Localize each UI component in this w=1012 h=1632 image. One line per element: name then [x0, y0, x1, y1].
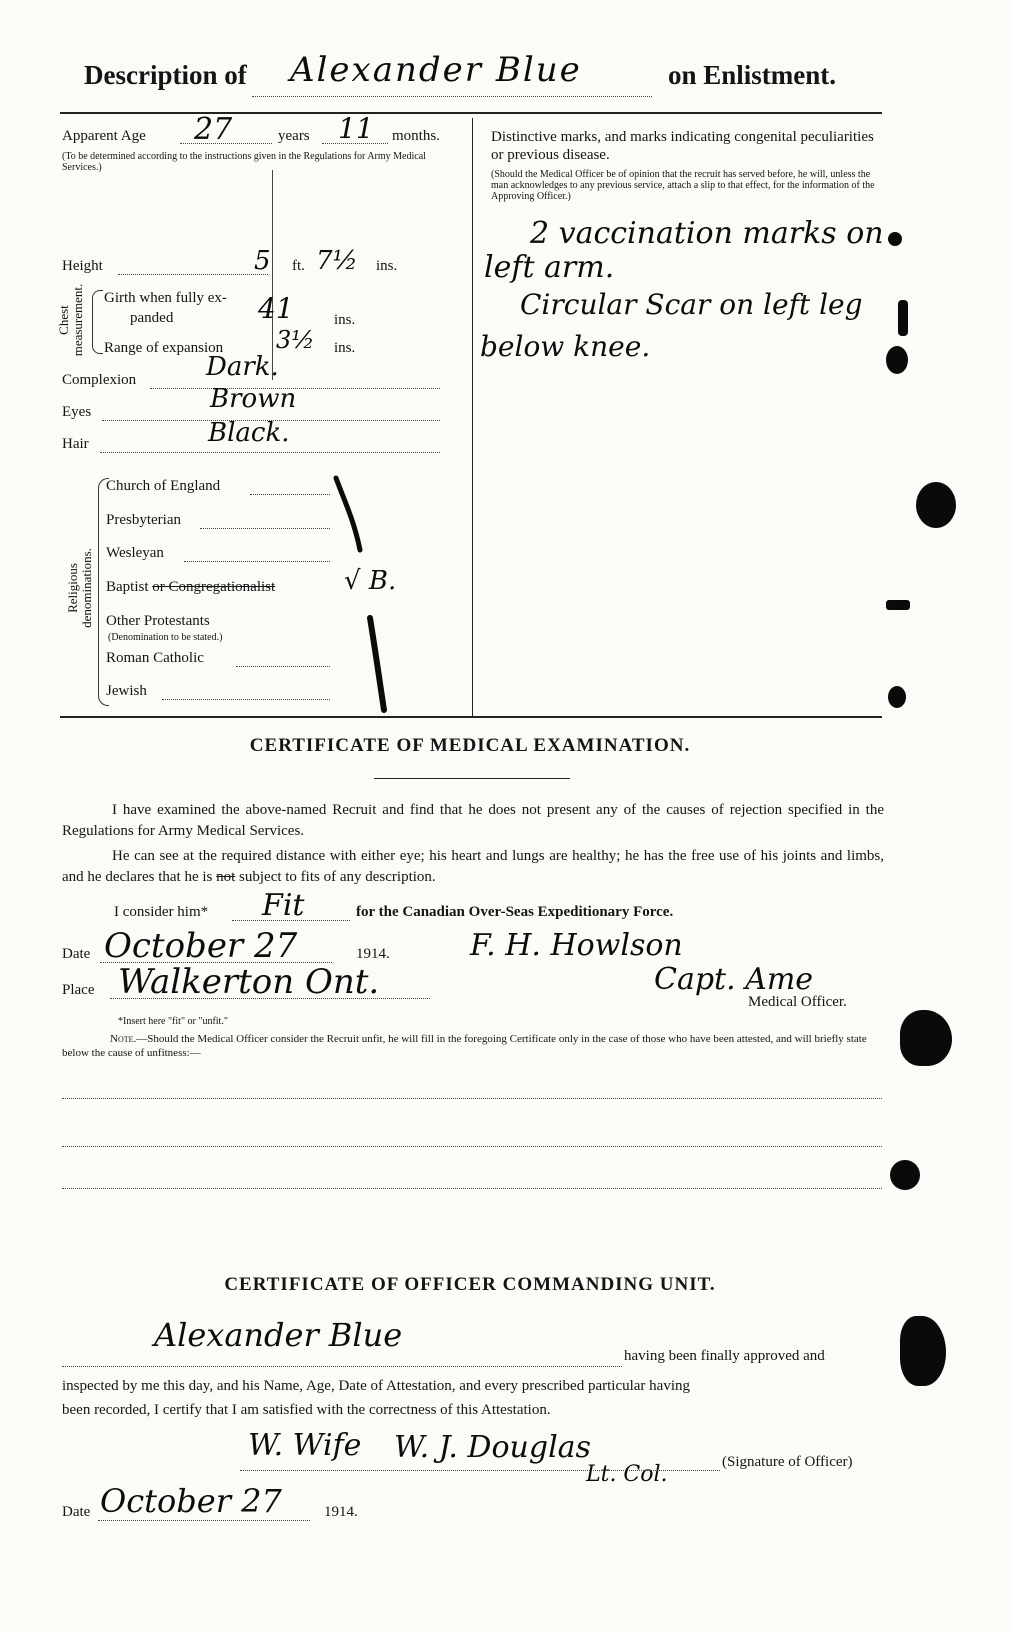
medical-para-2	[62, 846, 884, 888]
jewish-label: Jewish	[106, 683, 147, 699]
for-force-text: for the Canadian Over-Seas Expeditionary Force.	[356, 904, 674, 920]
medical-date-value: October 27	[104, 926, 298, 966]
punch-hole-2	[900, 1010, 952, 1066]
consider-him-label: I consider him*	[114, 904, 209, 920]
height-ft-value: 5	[254, 246, 271, 276]
church-line	[250, 494, 330, 495]
medical-para-1: I have examined the above-named Recruit and find that he does not present any of the causes of rejection specified in the Regulations for Army Medical Services.	[62, 802, 884, 839]
age-years-line	[180, 143, 272, 144]
eyes-label: Eyes	[62, 404, 92, 420]
ink-spot-4	[888, 686, 906, 708]
medical-year: 1914.	[356, 946, 390, 962]
ink-spot-1	[888, 232, 902, 246]
commanding-date-value: October 27	[100, 1482, 282, 1520]
height-label: Height	[62, 258, 103, 274]
unfitness-line-2	[62, 1146, 882, 1147]
baptist-label	[106, 579, 275, 596]
apparent-age-label: Apparent Age	[62, 128, 146, 144]
commanding-date-line	[98, 1520, 310, 1521]
roman-catholic-label: Roman Catholic	[106, 650, 204, 666]
religion-dash-marks	[320, 470, 400, 720]
commanding-signature-2: W. J. Douglas	[394, 1430, 591, 1465]
previous-service-note: (Should the Medical Officer be of opinion that the recruit has served before, he will, unless the man acknowledges to any previous service, attach a slip to that effect, for the information of the Approving Officer.)	[491, 169, 875, 202]
signature-of-officer-label: (Signature of Officer)	[722, 1454, 853, 1470]
religious-denominations-side-label: Religious denominations.	[65, 548, 94, 628]
medical-date-label: Date	[62, 946, 91, 962]
presbyterian-line	[200, 528, 330, 529]
on-enlistment-label: on Enlistment.	[668, 60, 837, 90]
medical-certificate-title: CERTIFICATE OF MEDICAL EXAMINATION.	[249, 735, 691, 756]
commanding-year: 1914.	[324, 1504, 358, 1520]
body-bottom-rule	[60, 716, 882, 718]
unfit-note	[62, 1032, 884, 1060]
ink-spot-3	[886, 600, 910, 610]
commanding-text-c: been recorded, I certify that I am satisfied with the correctness of this Attestation.	[62, 1402, 551, 1418]
wesleyan-line	[184, 561, 330, 562]
eyes-value: Brown	[210, 384, 297, 414]
catholic-line	[236, 666, 330, 667]
complexion-label: Complexion	[62, 372, 137, 388]
medical-officer-rank: Capt. Ame	[654, 962, 814, 997]
medical-para-2-not: not	[216, 869, 236, 885]
church-of-england-label: Church of England	[106, 478, 221, 494]
note-label: Note.	[110, 1033, 137, 1045]
denomination-note: (Denomination to be stated.)	[108, 632, 223, 643]
commanding-date-label: Date	[62, 1504, 91, 1520]
commanding-recruit-name: Alexander Blue	[154, 1316, 403, 1354]
presbyterian-label: Presbyterian	[106, 512, 181, 528]
header-rule	[60, 112, 882, 114]
fit-value: Fit	[262, 888, 305, 923]
wesleyan-label: Wesleyan	[106, 545, 164, 561]
ins-label: ins.	[376, 258, 398, 274]
hair-label: Hair	[62, 436, 89, 452]
punch-hole-3	[890, 1160, 920, 1190]
congregationalist-struck: or Congregationalist	[152, 579, 276, 595]
girth-value: 41	[258, 292, 294, 325]
range-ins-label: ins.	[334, 340, 356, 356]
distinctive-marks-line-2: left arm.	[484, 250, 615, 285]
medical-officer-label: Medical Officer.	[748, 994, 847, 1010]
age-months-line	[322, 143, 388, 144]
chest-measurement-side-label: Chest measurement.	[56, 283, 85, 357]
place-label: Place	[62, 982, 95, 998]
girth-label-2: panded	[130, 310, 174, 326]
age-months-value: 11	[338, 112, 374, 145]
months-label: months.	[392, 128, 440, 144]
distinctive-marks-line-4: below knee.	[480, 330, 651, 363]
medical-officer-signature: F. H. Howlson	[470, 928, 683, 963]
girth-label-1: Girth when fully ex-	[104, 290, 227, 306]
distinctive-marks-heading: Distinctive marks, and marks indicating congenital peculiarities or previous disease.	[491, 129, 874, 163]
unfitness-line-1	[62, 1098, 882, 1099]
height-in-value: 7½	[316, 246, 358, 276]
ft-label: ft.	[292, 258, 305, 274]
description-of-label: Description of	[84, 60, 247, 90]
commanding-text-a: having been finally approved and	[624, 1348, 825, 1364]
girth-ins-label: ins.	[334, 312, 356, 328]
age-years-value: 27	[194, 112, 233, 147]
commanding-certificate-title: CERTIFICATE OF OFFICER COMMANDING UNIT.	[224, 1274, 716, 1295]
religion-mark: √ B.	[344, 566, 397, 596]
signature-line	[240, 1470, 720, 1471]
insert-fit-note: *Insert here "fit" or "unfit."	[118, 1016, 228, 1027]
years-label: years	[278, 128, 310, 144]
jewish-line	[162, 699, 330, 700]
recruit-name-handwritten: Alexander Blue	[290, 50, 582, 90]
commanding-signature-rank: Lt. Col.	[586, 1462, 668, 1487]
note-text: —Should the Medical Officer consider the Recruit unfit, he will fill in the foregoing Certificate only in the case of those who have been attested, and will briefly state below the cause of unfitness:—	[62, 1033, 867, 1059]
baptist-text: Baptist	[106, 579, 149, 595]
other-protestants-label: Other Protestants	[106, 613, 210, 629]
complexion-value: Dark.	[206, 352, 279, 382]
ink-spot-2	[886, 346, 908, 374]
commanding-name-line	[62, 1366, 622, 1367]
center-divider	[472, 118, 473, 716]
left-inner-divider	[272, 170, 273, 380]
distinctive-marks-line-3: Circular Scar on left leg	[520, 288, 863, 321]
distinctive-marks-line-1: 2 vaccination marks on	[530, 216, 884, 251]
place-value: Walkerton Ont.	[118, 962, 380, 1002]
hair-line	[100, 452, 440, 453]
age-note: (To be determined according to the instructions given in the Regulations for Army Medical Services.)	[62, 151, 426, 173]
range-value: 3½	[276, 326, 315, 354]
commanding-signature-1: W. Wife	[248, 1428, 362, 1463]
medical-para-2-a: He can see at the required distance with either eye; his heart and lungs are healthy; he has the free use of his joints and limbs, and he declares that he is	[62, 848, 884, 885]
unfitness-line-3	[62, 1188, 882, 1189]
punch-hole-1	[916, 482, 956, 528]
medical-title-rule	[374, 778, 570, 779]
chest-bracket	[92, 290, 103, 354]
name-line	[252, 96, 652, 97]
ink-spot-5	[898, 300, 908, 336]
hair-value: Black.	[208, 418, 290, 448]
punch-hole-4	[900, 1316, 946, 1386]
height-line	[118, 274, 268, 275]
range-label: Range of expansion	[104, 340, 224, 356]
medical-para-2-b: subject to fits of any description.	[239, 869, 436, 885]
commanding-text-b: inspected by me this day, and his Name, Age, Date of Attestation, and every prescribed particular having	[62, 1378, 691, 1394]
